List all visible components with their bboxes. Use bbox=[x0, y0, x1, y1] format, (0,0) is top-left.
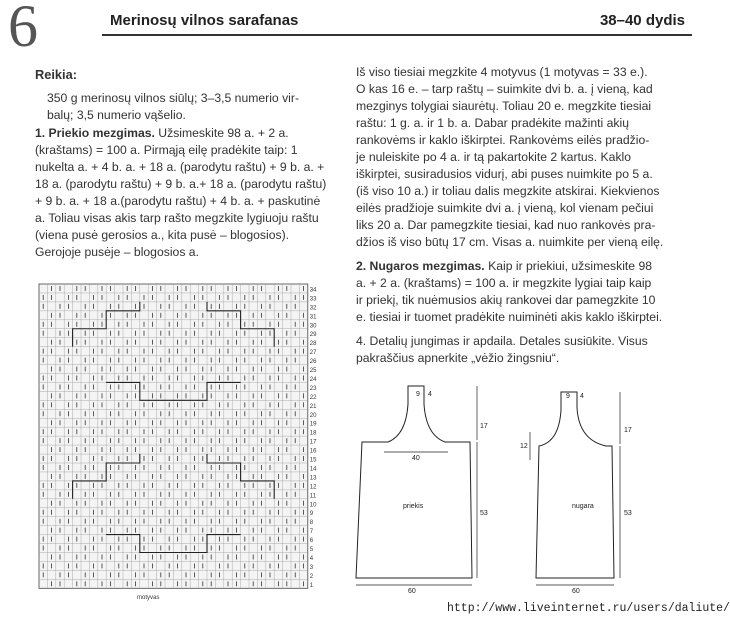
front-line: a. Toliau visas akis tarp rašto megzkite lygiuoju raštu bbox=[35, 211, 319, 225]
back-label: nugara bbox=[572, 503, 594, 510]
needs-line: 350 g merinosų vilnos siūlų; 3–3,5 numerio vir- bbox=[47, 91, 299, 105]
knitting-chart bbox=[37, 282, 321, 604]
chart-row-number: 10 bbox=[309, 502, 317, 509]
text-line: (iš viso 10 a.) ir toliau dalis megzkite atskirai. Kiekvienos bbox=[356, 184, 660, 198]
front-strap-measure: 9 bbox=[416, 391, 420, 398]
chart-row-number: 24 bbox=[309, 376, 317, 383]
front-bust-measure: 40 bbox=[412, 455, 420, 462]
chart-row-number: 9 bbox=[309, 511, 314, 518]
chart-row-number: 34 bbox=[309, 287, 317, 294]
chart-row-number: 11 bbox=[309, 493, 317, 500]
text-line: iškirptei, susiradusios vidurį, abi puses nuimkite po 5 a. bbox=[356, 167, 653, 181]
back-first-line bbox=[356, 258, 694, 275]
chart-row-number: 25 bbox=[309, 368, 317, 374]
header-divider bbox=[102, 34, 692, 36]
front-heading: 1. Priekio mezgimas. bbox=[35, 126, 155, 140]
chart-row-number: 17 bbox=[309, 439, 317, 446]
back-heading: 2. Nugaros mezgimas. bbox=[356, 259, 485, 273]
front-line: (viena pusė gerosios a., kita pusė – blogosios). bbox=[35, 228, 290, 242]
back-armhole-measure: 17 bbox=[624, 427, 632, 434]
chart-row-number: 21 bbox=[309, 403, 317, 410]
source-url[interactable]: http://www.liveinternet.ru/users/daliute/ bbox=[447, 602, 730, 615]
back-outline-shape bbox=[532, 390, 670, 578]
chart-row-number: 16 bbox=[309, 448, 317, 455]
front-label: priekis bbox=[403, 503, 424, 510]
front-armhole-measure: 17 bbox=[480, 423, 488, 430]
needs-heading: Reikia: bbox=[35, 67, 77, 82]
chart-row-number: 26 bbox=[309, 359, 317, 366]
back-outline bbox=[528, 388, 674, 578]
chart-caption: motyvas bbox=[137, 595, 160, 601]
chart-row-number: 32 bbox=[309, 305, 317, 312]
back-neck-measure: 12 bbox=[520, 443, 528, 450]
chart-row-number: 4 bbox=[309, 555, 314, 562]
back-side-measure: 53 bbox=[624, 510, 632, 517]
chart-row-number: 13 bbox=[309, 475, 317, 482]
chart-row-number: 5 bbox=[309, 547, 314, 553]
text-line: O kas 16 e. – tarp raštų – suimkite dvi b. a. į vieną, kad bbox=[356, 82, 653, 96]
back-hem-measure: 60 bbox=[572, 588, 580, 595]
front-strap2-measure: 4 bbox=[428, 391, 432, 398]
finish-line: 4. Detalių jungimas ir apdaila. Detales susiūkite. Visus bbox=[356, 334, 648, 348]
text-line: liks 20 a. Dar pamegzkite tiesiai, kad nuo rankovės pra- bbox=[356, 218, 656, 232]
chart-row-number: 12 bbox=[309, 484, 317, 491]
chart-row-number: 3 bbox=[309, 564, 314, 571]
back-outline-main bbox=[534, 390, 650, 442]
chart-row-number: 8 bbox=[309, 520, 314, 527]
finish-line: pakraščius apnerkite „vėžio žingsniu“. bbox=[356, 351, 560, 365]
front-side-measure: 53 bbox=[480, 510, 488, 517]
chart-row-number: 28 bbox=[309, 341, 317, 348]
back-shape-final bbox=[536, 392, 614, 578]
chart-grid bbox=[39, 284, 308, 588]
text-line: je nuleiskite po 4 a. ir tą pakartokite 2 kartus. Kaklo bbox=[356, 150, 632, 164]
back-body bbox=[530, 390, 682, 578]
back-strap2-measure: 4 bbox=[580, 393, 584, 400]
chart-row-number: 23 bbox=[309, 385, 317, 392]
right-column bbox=[356, 64, 694, 367]
front-section bbox=[35, 125, 337, 261]
back-strap-measure: 9 bbox=[566, 393, 570, 400]
back-line: e. tiesiai ir tuomet pradėkite nuiminėti akis kaklo iškirptei. bbox=[356, 310, 663, 324]
needs-line: balų; 3,5 numerio vąšelio. bbox=[47, 108, 186, 122]
chart-row-number: 22 bbox=[309, 394, 317, 401]
chart-row-number: 31 bbox=[309, 314, 317, 321]
chart-row-number: 18 bbox=[309, 430, 317, 437]
chart-row-number: 7 bbox=[309, 529, 314, 536]
back-text: Kaip ir priekiui, užsimeskite 98 bbox=[488, 259, 653, 273]
text-line: eilės pradžioje suimkite dvi a. į vieną, kol vienam pečiui bbox=[356, 201, 654, 215]
back-line: ir priekį, tik nuėmusios akių rankovei dar pamegzkite 10 bbox=[356, 293, 656, 307]
text-line: mezginys tolygiai siaurėtų. Toliau 20 e. megzkite tiesiai bbox=[356, 99, 652, 113]
chart-row-number: 15 bbox=[309, 457, 317, 464]
front-hem-measure: 60 bbox=[408, 588, 416, 595]
chart-row-number: 29 bbox=[309, 332, 317, 339]
front-line: (kraštams) = 100 a. Pirmąją eilę pradėkite taip: 1 bbox=[35, 143, 298, 157]
front-line: + 9 b. a. + 18 a.(parodytu raštu) + 4 b. a. + paskutinė bbox=[35, 194, 321, 208]
chart-row-number: 1 bbox=[309, 582, 314, 589]
front-line: Gerojoje pusėje – blogosios a. bbox=[35, 245, 199, 259]
front-text: Užsimeskite 98 a. + 2 a. bbox=[158, 126, 289, 140]
front-line: 18 a. (parodytu raštu) + 9 b. a.+ 18 a. (parodytu raštu) bbox=[35, 177, 327, 191]
chart-row-number: 2 bbox=[309, 573, 314, 580]
needs-section bbox=[35, 66, 335, 124]
back-silhouette bbox=[532, 390, 668, 578]
chart-row-number: 30 bbox=[309, 323, 317, 330]
back-outline bbox=[528, 390, 666, 578]
chart-row-number: 20 bbox=[309, 412, 317, 419]
back-outline bbox=[528, 388, 674, 578]
garment-diagrams bbox=[344, 380, 694, 595]
section-number: 6 bbox=[8, 0, 38, 59]
chart-row-numbers bbox=[310, 287, 317, 588]
text-line: rankovėms ir kaklo iškirptei. Rankovėms eilės pradžio- bbox=[356, 133, 650, 147]
text-line: džios iš viso būtų 17 cm. Visas a. nuimkite per vieną eilę. bbox=[356, 235, 664, 249]
text-line: raštu: 1 g. a. ir 1 b. a. Dabar pradėkite mažinti akių bbox=[356, 116, 629, 130]
size-label: 38–40 dydis bbox=[599, 12, 685, 29]
chart-row-number: 33 bbox=[309, 296, 317, 303]
front-first-line bbox=[35, 125, 337, 142]
chart-row-number: 19 bbox=[309, 421, 317, 428]
back-line: a. + 2 a. (kraštams) = 100 a. ir megzkite lygiai taip kaip bbox=[356, 276, 652, 290]
back-outline bbox=[530, 390, 670, 578]
chart-row-number: 14 bbox=[309, 466, 317, 473]
chart-row-number: 27 bbox=[309, 350, 317, 357]
chart-row-number: 6 bbox=[309, 538, 314, 545]
front-outline bbox=[356, 386, 472, 578]
page-title: Merinosų vilnos sarafanas bbox=[110, 12, 299, 29]
front-line: nukelta a. + 4 b. a. + 18 a. (parodytu raštu) + 9 b. a. + bbox=[35, 160, 325, 174]
text-line: Iš viso tiesiai megzkite 4 motyvus (1 motyvas = 33 e.). bbox=[356, 65, 648, 79]
